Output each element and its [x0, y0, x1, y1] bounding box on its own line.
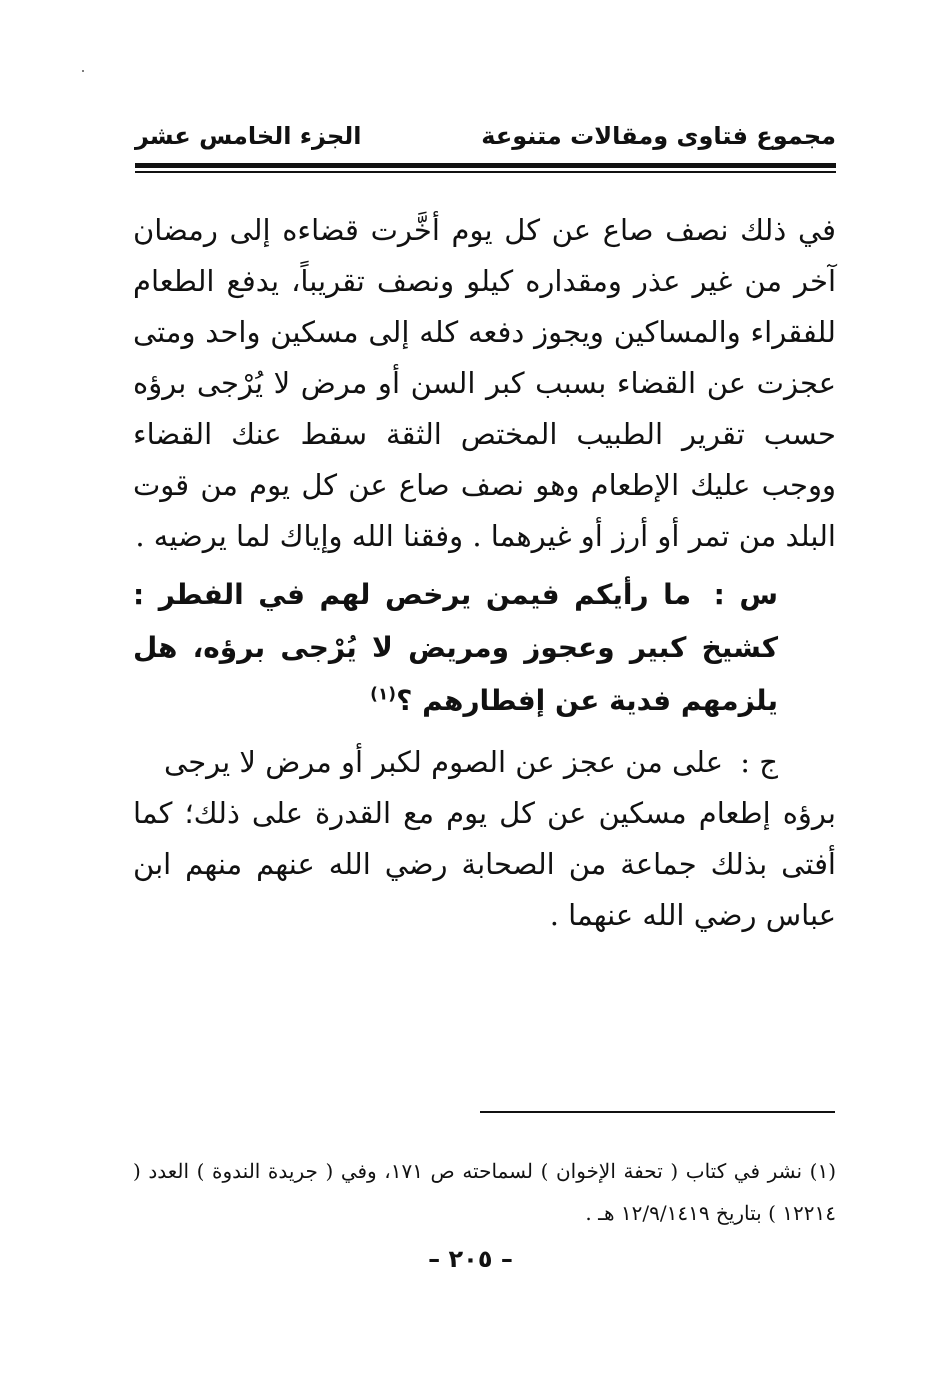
answer-prefix: ج :: [740, 745, 778, 779]
book-title: مجموع فتاوى ومقالات متنوعة: [481, 122, 836, 150]
footnote-separator: [480, 1111, 835, 1113]
body-paragraph: في ذلك نصف صاع عن كل يوم أخَّرت قضاءه إلى رمضان آخر من غير عذر ومقداره كيلو ونصف تقريباً، يدفع الطعام للفقراء والمساكين ويجوز دفعه كله إلى مسكين واحد ومتى عجزت عن القضاء بسبب كبر السن أو مرض لا يُرْجى برؤه حسب تقرير الطبيب المختص الثقة سقط عنك القضاء ووجب عليك الإطعام وهو نصف صاع عن كل يوم من قوت البلد من تمر أو أرز أو غيرهما . وفقنا الله وإياك لما يرضيه .: [133, 213, 836, 553]
footnote-marker: (١): [809, 1159, 836, 1183]
footnote: [133, 1150, 836, 1234]
answer-first-line: [133, 737, 836, 788]
footnote-reference[interactable]: (١): [370, 684, 397, 705]
answer-text: برؤه إطعام مسكين عن كل يوم مع القدرة على ذلك؛ كما أفتى بذلك جماعة من الصحابة رضي الله عنهم منهم ابن عباس رضي الله عنهما .: [133, 796, 836, 932]
footnote-text: نشر في كتاب ( تحفة الإخوان ) لسماحته ص ١٧١، وفي ( جريدة الندوة ) العدد ( ١٢٢١٤ ) بتاريخ ١٢/٩/١٤١٩ هـ .: [133, 1159, 836, 1225]
page-number: – ٢٠٥ –: [428, 1245, 513, 1273]
answer-block: [133, 737, 836, 941]
scan-speck: [82, 70, 84, 72]
header-rule-thick: [135, 163, 836, 168]
answer-line-1: على من عجز عن الصوم لكبر أو مرض لا يرجى: [164, 745, 724, 779]
main-text: [133, 205, 836, 941]
volume-label: الجزء الخامس عشر: [135, 122, 362, 150]
question-prefix: س :: [713, 578, 779, 611]
header-rule-thin: [135, 171, 836, 173]
question-block: [133, 568, 836, 727]
question-text: ما رأيكم فيمن يرخص لهم في الفطر : كشيخ كبير وعجوز ومريض لا يُرْجى برؤه، هل يلزمهم فدية عن إفطارهم ؟: [133, 578, 778, 717]
running-header: [135, 118, 836, 158]
